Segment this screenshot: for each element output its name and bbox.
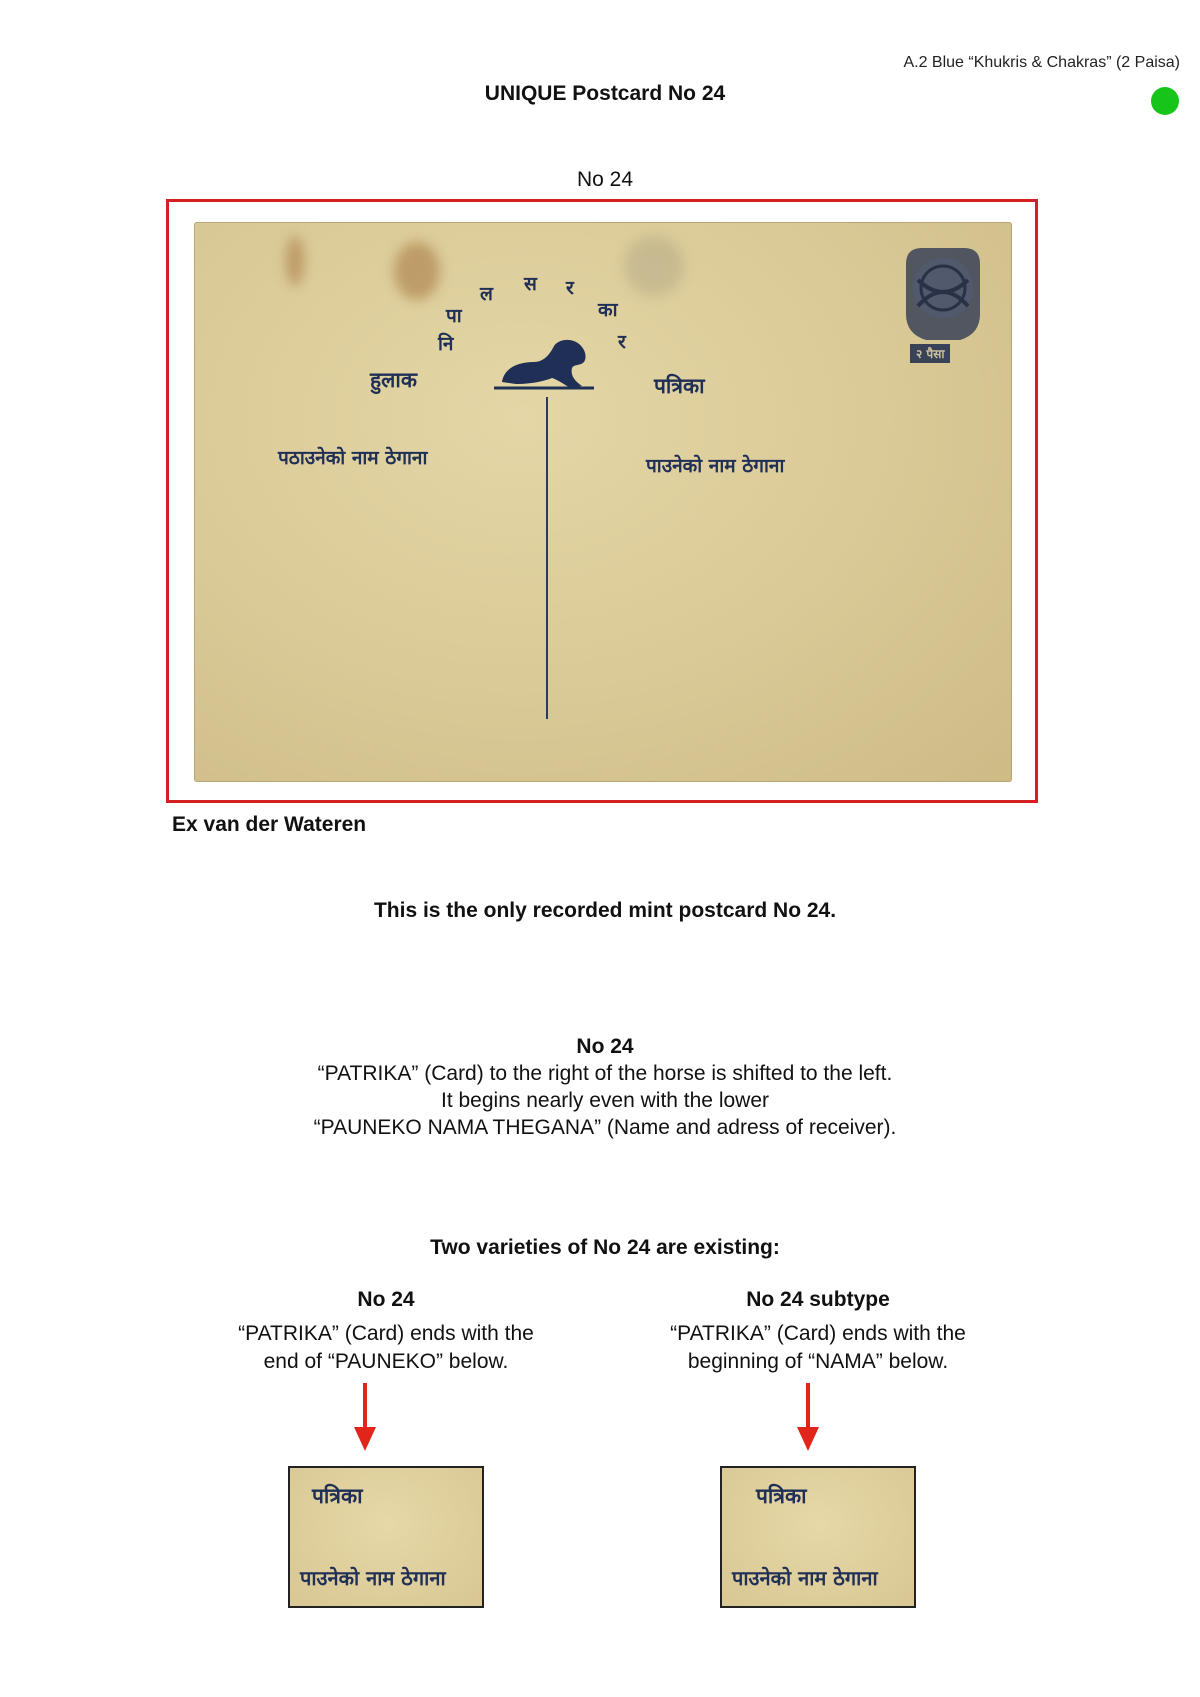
variety-column <box>608 1288 1028 1374</box>
arc-letter: ल <box>480 283 493 305</box>
card-label: No 24 <box>576 168 634 191</box>
variety-line: end of “PAUNEKO” below. <box>263 1350 509 1373</box>
stamp-indicium <box>896 244 990 366</box>
postal-heading: हुलाक <box>370 368 417 392</box>
variety-crop-image <box>720 1466 916 1608</box>
arrow-down-icon <box>797 1383 819 1453</box>
crop-patrika-text: पत्रिका <box>312 1484 363 1508</box>
patrika-heading: पत्रिका <box>654 374 705 398</box>
arc-letter: का <box>598 299 618 321</box>
arrow-down-icon <box>354 1383 376 1453</box>
stain-mark <box>624 236 684 296</box>
description-line: “PATRIKA” (Card) to the right of the horse is shifted to the left. <box>317 1062 893 1085</box>
page-reference: A.2 Blue “Khukris & Chakras” (2 Paisa) <box>903 54 1180 71</box>
variety-line: “PATRIKA” (Card) ends with the <box>670 1322 966 1345</box>
divider-line <box>546 397 548 719</box>
description-title: No 24 <box>576 1035 634 1058</box>
stamp-value: २ पैसा <box>910 344 950 363</box>
stain-mark <box>286 236 304 286</box>
khukri-chakra-icon <box>896 244 990 348</box>
variety-crop-image <box>288 1466 484 1608</box>
variety-title: No 24 subtype <box>746 1288 890 1311</box>
postcard-image <box>194 222 1012 782</box>
varieties-title: Two varieties of No 24 are existing: <box>430 1236 780 1259</box>
crop-patrika-text: पत्रिका <box>756 1484 807 1508</box>
arc-letter: स <box>524 273 537 295</box>
variety-column <box>176 1288 596 1374</box>
horse-emblem-icon <box>484 332 604 394</box>
stain-mark <box>394 242 440 300</box>
variety-title: No 24 <box>357 1288 415 1311</box>
description-line: “PAUNEKO NAMA THEGANA” (Name and adress of receiver). <box>313 1116 897 1139</box>
description-line: It begins nearly even with the lower <box>440 1089 769 1112</box>
arc-letter: नि <box>438 333 454 355</box>
receiver-address-label: पाउनेको नाम ठेगाना <box>646 455 785 477</box>
variety-line: beginning of “NAMA” below. <box>687 1350 949 1373</box>
crop-address-text: पाउनेको नाम ठेगाना <box>732 1566 878 1590</box>
provenance-label: Ex van der Wateren <box>172 813 367 836</box>
sender-address-label: पठाउनेको नाम ठेगाना <box>278 447 428 469</box>
variety-line: “PATRIKA” (Card) ends with the <box>238 1322 534 1345</box>
page-title: UNIQUE Postcard No 24 <box>484 82 726 105</box>
crop-address-text: पाउनेको नाम ठेगाना <box>300 1566 446 1590</box>
rarity-note: This is the only recorded mint postcard No 24. <box>373 899 837 922</box>
arc-letter: र <box>566 277 574 299</box>
arc-letter: पा <box>446 305 462 327</box>
arc-letter: र <box>618 331 626 353</box>
